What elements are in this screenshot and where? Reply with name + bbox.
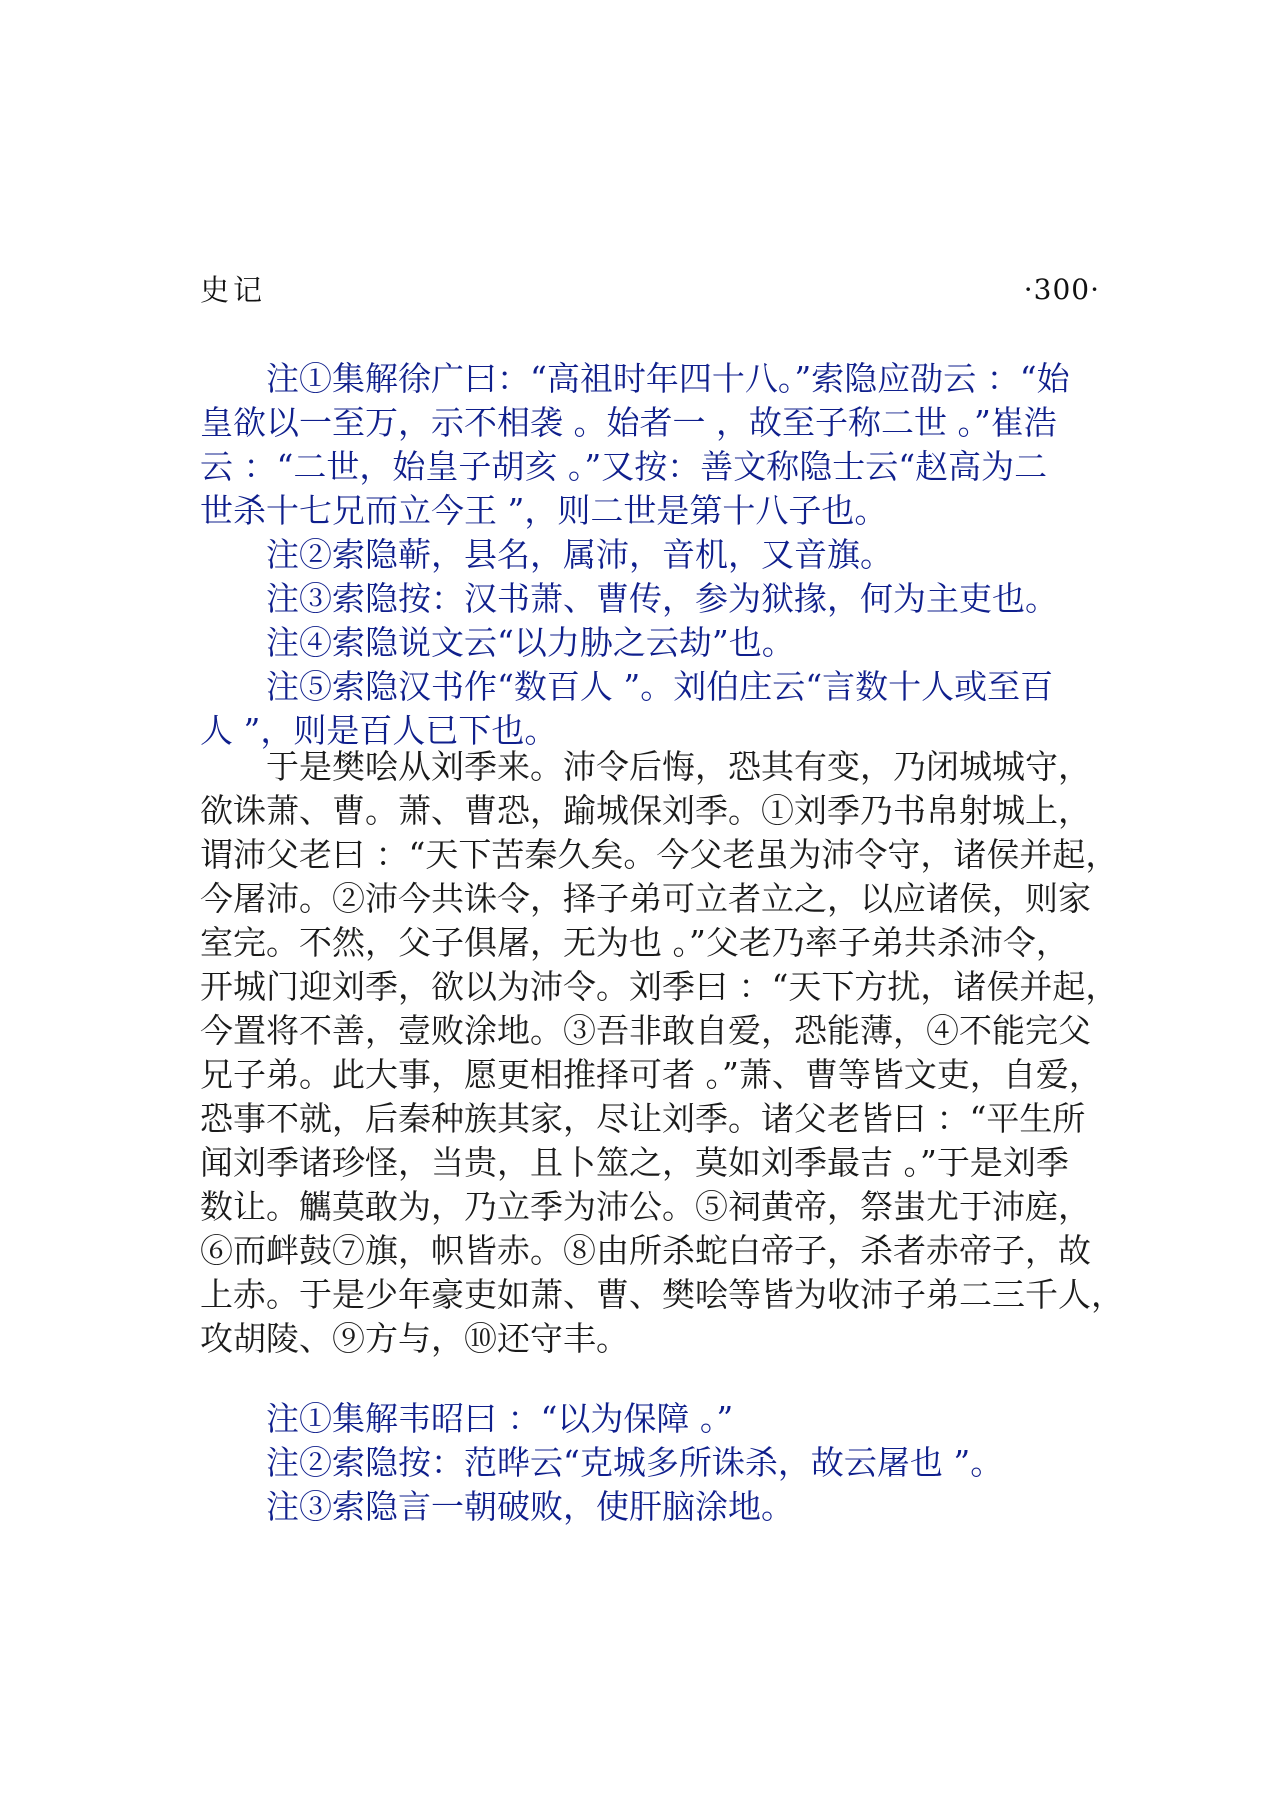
note-line: 注③索隐按：汉书萧、曹传，参为狱掾，何为主吏也。 [266,579,1058,618]
note-line: 注②索隐按：范晔云“克城多所诛杀，故云屠也 ”。 [266,1443,1004,1482]
main-text-paragraph [200,745,1124,1361]
note-line: 注⑤索隐汉书作“数百人 ”。刘伯庄云“言数十人或至百 [266,667,1054,706]
page-header [200,268,1100,312]
body-line: 今屠沛。②沛今共诛令，择子弟可立者立之，以应诸侯，则家 [200,879,1091,918]
book-title: 史记 [200,273,267,307]
page-number: ·300· [1023,273,1100,306]
note-line: 注①集解韦昭曰 ：“以为保障 。” [266,1399,734,1438]
note-line: 人 ”，则是百人已下也。 [200,711,558,750]
body-line: 谓沛父老曰 ：“天下苦秦久矣。今父老虽为沛令守，诸侯并起， [200,835,1119,874]
note-line: 云 ：“二世，始皇子胡亥 。”又按：善文称隐士云“赵高为二 [200,447,1048,486]
note-line: 注①集解徐广曰：“高祖时年四十八。”索隐应劭云 ：“始 [266,359,1070,398]
note-line: 世杀十七兄而立今王 ”，则二世是第十八子也。 [200,491,888,530]
body-line: 数让。觽莫敢为，乃立季为沛公。⑤祠黄帝，祭蚩尤于沛庭， [200,1187,1091,1226]
body-line: ⑥而衅鼓⑦旗，帜皆赤。⑧由所杀蛇白帝子，杀者赤帝子，故 [200,1231,1091,1270]
body-line: 室完。不然，父子俱屠，无为也 。”父老乃率子弟共杀沛令， [200,923,1069,962]
body-line: 兄子弟。此大事，愿更相推择可者 。”萧、曹等皆文吏，自爱， [200,1055,1102,1094]
body-line: 今置将不善，壹败涂地。③吾非敢自爱，恐能薄，④不能完父 [200,1011,1091,1050]
body-line: 开城门迎刘季，欲以为沛令。刘季曰 ：“天下方扰，诸侯并起， [200,967,1119,1006]
body-line: 闻刘季诸珍怪，当贵，且卜筮之，莫如刘季最吉 。”于是刘季 [200,1143,1069,1182]
note-line: 注③索隐言一朝破败，使肝脑涂地。 [266,1487,794,1526]
body-line: 恐事不就，后秦种族其家，尽让刘季。诸父老皆曰 ：“平生所 [200,1099,1086,1138]
body-line: 上赤。于是少年豪吏如萧、曹、樊哙等皆为收沛子弟二三千人， [200,1275,1124,1314]
body-line: 于是樊哙从刘季来。沛令后悔，恐其有变，乃闭城城守， [266,747,1091,786]
note-line: 皇欲以一至万，示不相袭 。始者一 ，故至子称二世 。”崔浩 [200,403,1057,442]
note-line: 注②索隐蕲，县名，属沛，音机，又音旗。 [266,535,893,574]
note-line: 注④索隐说文云“以力胁之云劫”也。 [266,623,795,662]
notes-section-1 [200,357,1100,753]
notes-section-2 [200,1397,1100,1529]
body-line: 攻胡陵、⑨方与，⑩还守丰。 [200,1319,629,1358]
body-line: 欲诛萧、曹。萧、曹恐，踰城保刘季。①刘季乃书帛射城上， [200,791,1091,830]
